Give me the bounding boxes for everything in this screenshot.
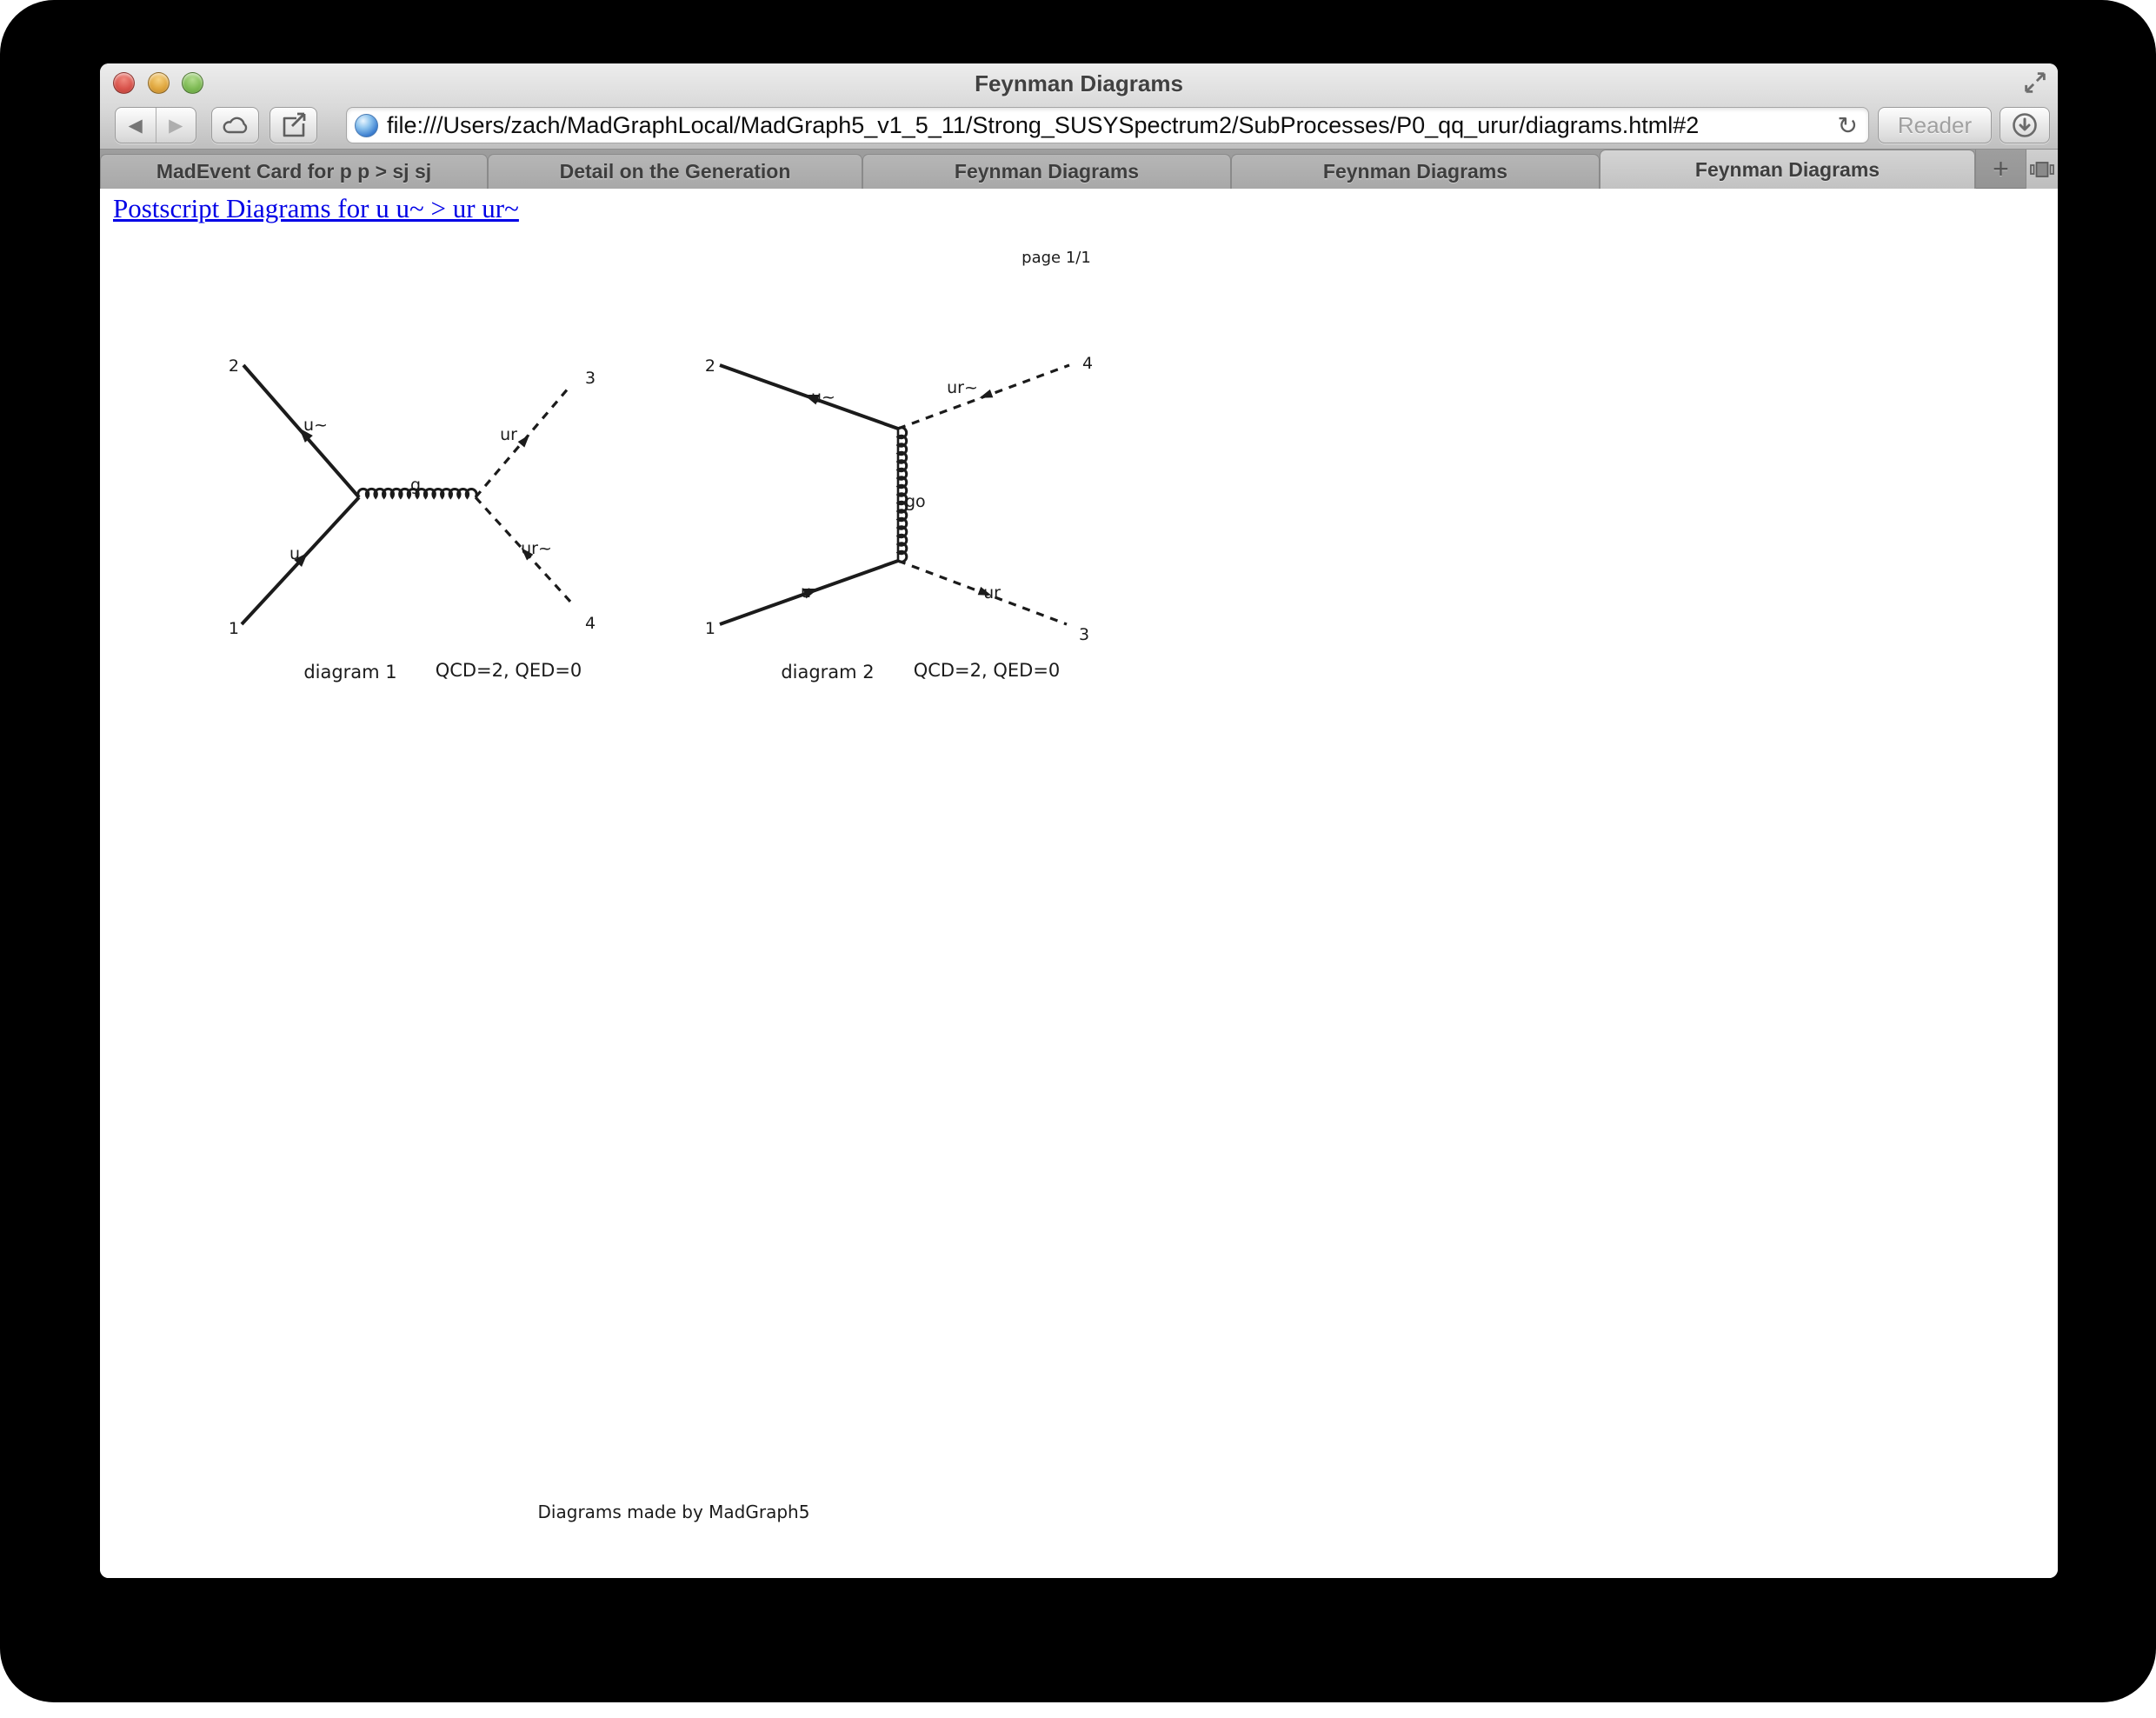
reader-label: Reader: [1897, 111, 1973, 138]
download-icon: [2011, 111, 2039, 139]
tab-overview-icon: [2029, 158, 2055, 181]
scalar-arrow-icon: [978, 390, 994, 403]
back-icon: ◀: [128, 115, 143, 136]
diagram-1-caption: diagram 1: [303, 662, 397, 683]
reader-button[interactable]: [1878, 107, 1992, 143]
feynman-diagram-1: [229, 356, 596, 683]
diagram-1-coupling: QCD=2, QED=0: [435, 660, 582, 681]
share-button[interactable]: [270, 107, 317, 143]
url-text: file:///Users/zach/MadGraphLocal/MadGraph5_v1_5_11/Strong_SUSYSpectrum2/SubProcesses/P0_qq_urur/diagrams.html#2: [387, 111, 1700, 138]
fullscreen-icon[interactable]: [2021, 69, 2049, 97]
icloud-tabs-button[interactable]: [211, 107, 259, 143]
tab-label: MadEvent Card for p p > sj sj: [156, 160, 432, 183]
refresh-icon[interactable]: ↻: [1837, 110, 1858, 140]
diagram-canvas: [100, 189, 2058, 1578]
window-title: Feynman Diagrams: [975, 70, 1183, 97]
history-buttons: [115, 107, 196, 143]
tab-detail-generation[interactable]: [488, 154, 862, 189]
back-button[interactable]: [116, 108, 156, 143]
titlebar[interactable]: [100, 63, 2058, 102]
postscript-diagrams-link[interactable]: Postscript Diagrams for u u~ > ur ur~: [113, 193, 519, 223]
u-label: u: [289, 544, 301, 563]
tab-feynman-diagrams-1[interactable]: [862, 154, 1231, 189]
u~-label: u~: [811, 388, 835, 407]
gluino-label: go: [905, 492, 926, 511]
leg-1-label: 1: [228, 619, 239, 638]
show-all-tabs-button[interactable]: [2026, 150, 2058, 189]
toolbar: [100, 102, 2058, 150]
plus-icon: +: [1993, 153, 2009, 184]
tab-feynman-diagrams-active[interactable]: [1600, 150, 1975, 189]
scalar-arrow-icon: [518, 432, 533, 448]
feynman-diagram-2: [705, 354, 1093, 683]
tab-label: Detail on the Generation: [559, 160, 791, 183]
ur~-label: ur~: [521, 539, 552, 558]
tab-bar: [100, 150, 2058, 189]
u~-label: u~: [303, 416, 328, 435]
leg-4-label: 4: [1082, 354, 1094, 373]
cloud-icon: [220, 113, 251, 137]
page-content: [100, 189, 2058, 1578]
tab-madevent-card[interactable]: [100, 154, 488, 189]
leg-3-label: 3: [585, 369, 596, 388]
globe-favicon-icon: [355, 114, 378, 137]
ur-label: ur: [983, 583, 1001, 603]
new-tab-button[interactable]: [1975, 150, 2026, 189]
forward-icon: ▶: [169, 115, 183, 136]
leg-4-label: 4: [585, 614, 596, 633]
leg-1-label: 1: [704, 619, 715, 638]
share-icon: [279, 111, 309, 139]
leg-2-label: 2: [228, 356, 239, 376]
gluon-label: g: [409, 476, 422, 495]
leg-2-label: 2: [704, 356, 715, 376]
tab-label: Feynman Diagrams: [954, 160, 1140, 183]
madgraph-credit: Diagrams made by MadGraph5: [537, 1502, 810, 1522]
url-field[interactable]: [346, 107, 1869, 143]
ur~-label: ur~: [947, 378, 978, 397]
window-chrome: [100, 63, 2058, 150]
ur-label: ur: [500, 425, 517, 444]
tab-label: Feynman Diagrams: [1322, 160, 1508, 183]
leg-3-label: 3: [1079, 625, 1090, 644]
downloads-button[interactable]: [2000, 107, 2050, 143]
tab-label: Feynman Diagrams: [1694, 157, 1880, 181]
diagram-2-caption: diagram 2: [781, 662, 875, 683]
u-label: u: [800, 583, 812, 602]
diagram-2-coupling: QCD=2, QED=0: [913, 660, 1061, 681]
browser-window: [100, 63, 2058, 1578]
tab-feynman-diagrams-2[interactable]: [1231, 154, 1600, 189]
page-number-label: page 1/1: [1021, 249, 1091, 267]
forward-button[interactable]: [156, 108, 196, 143]
